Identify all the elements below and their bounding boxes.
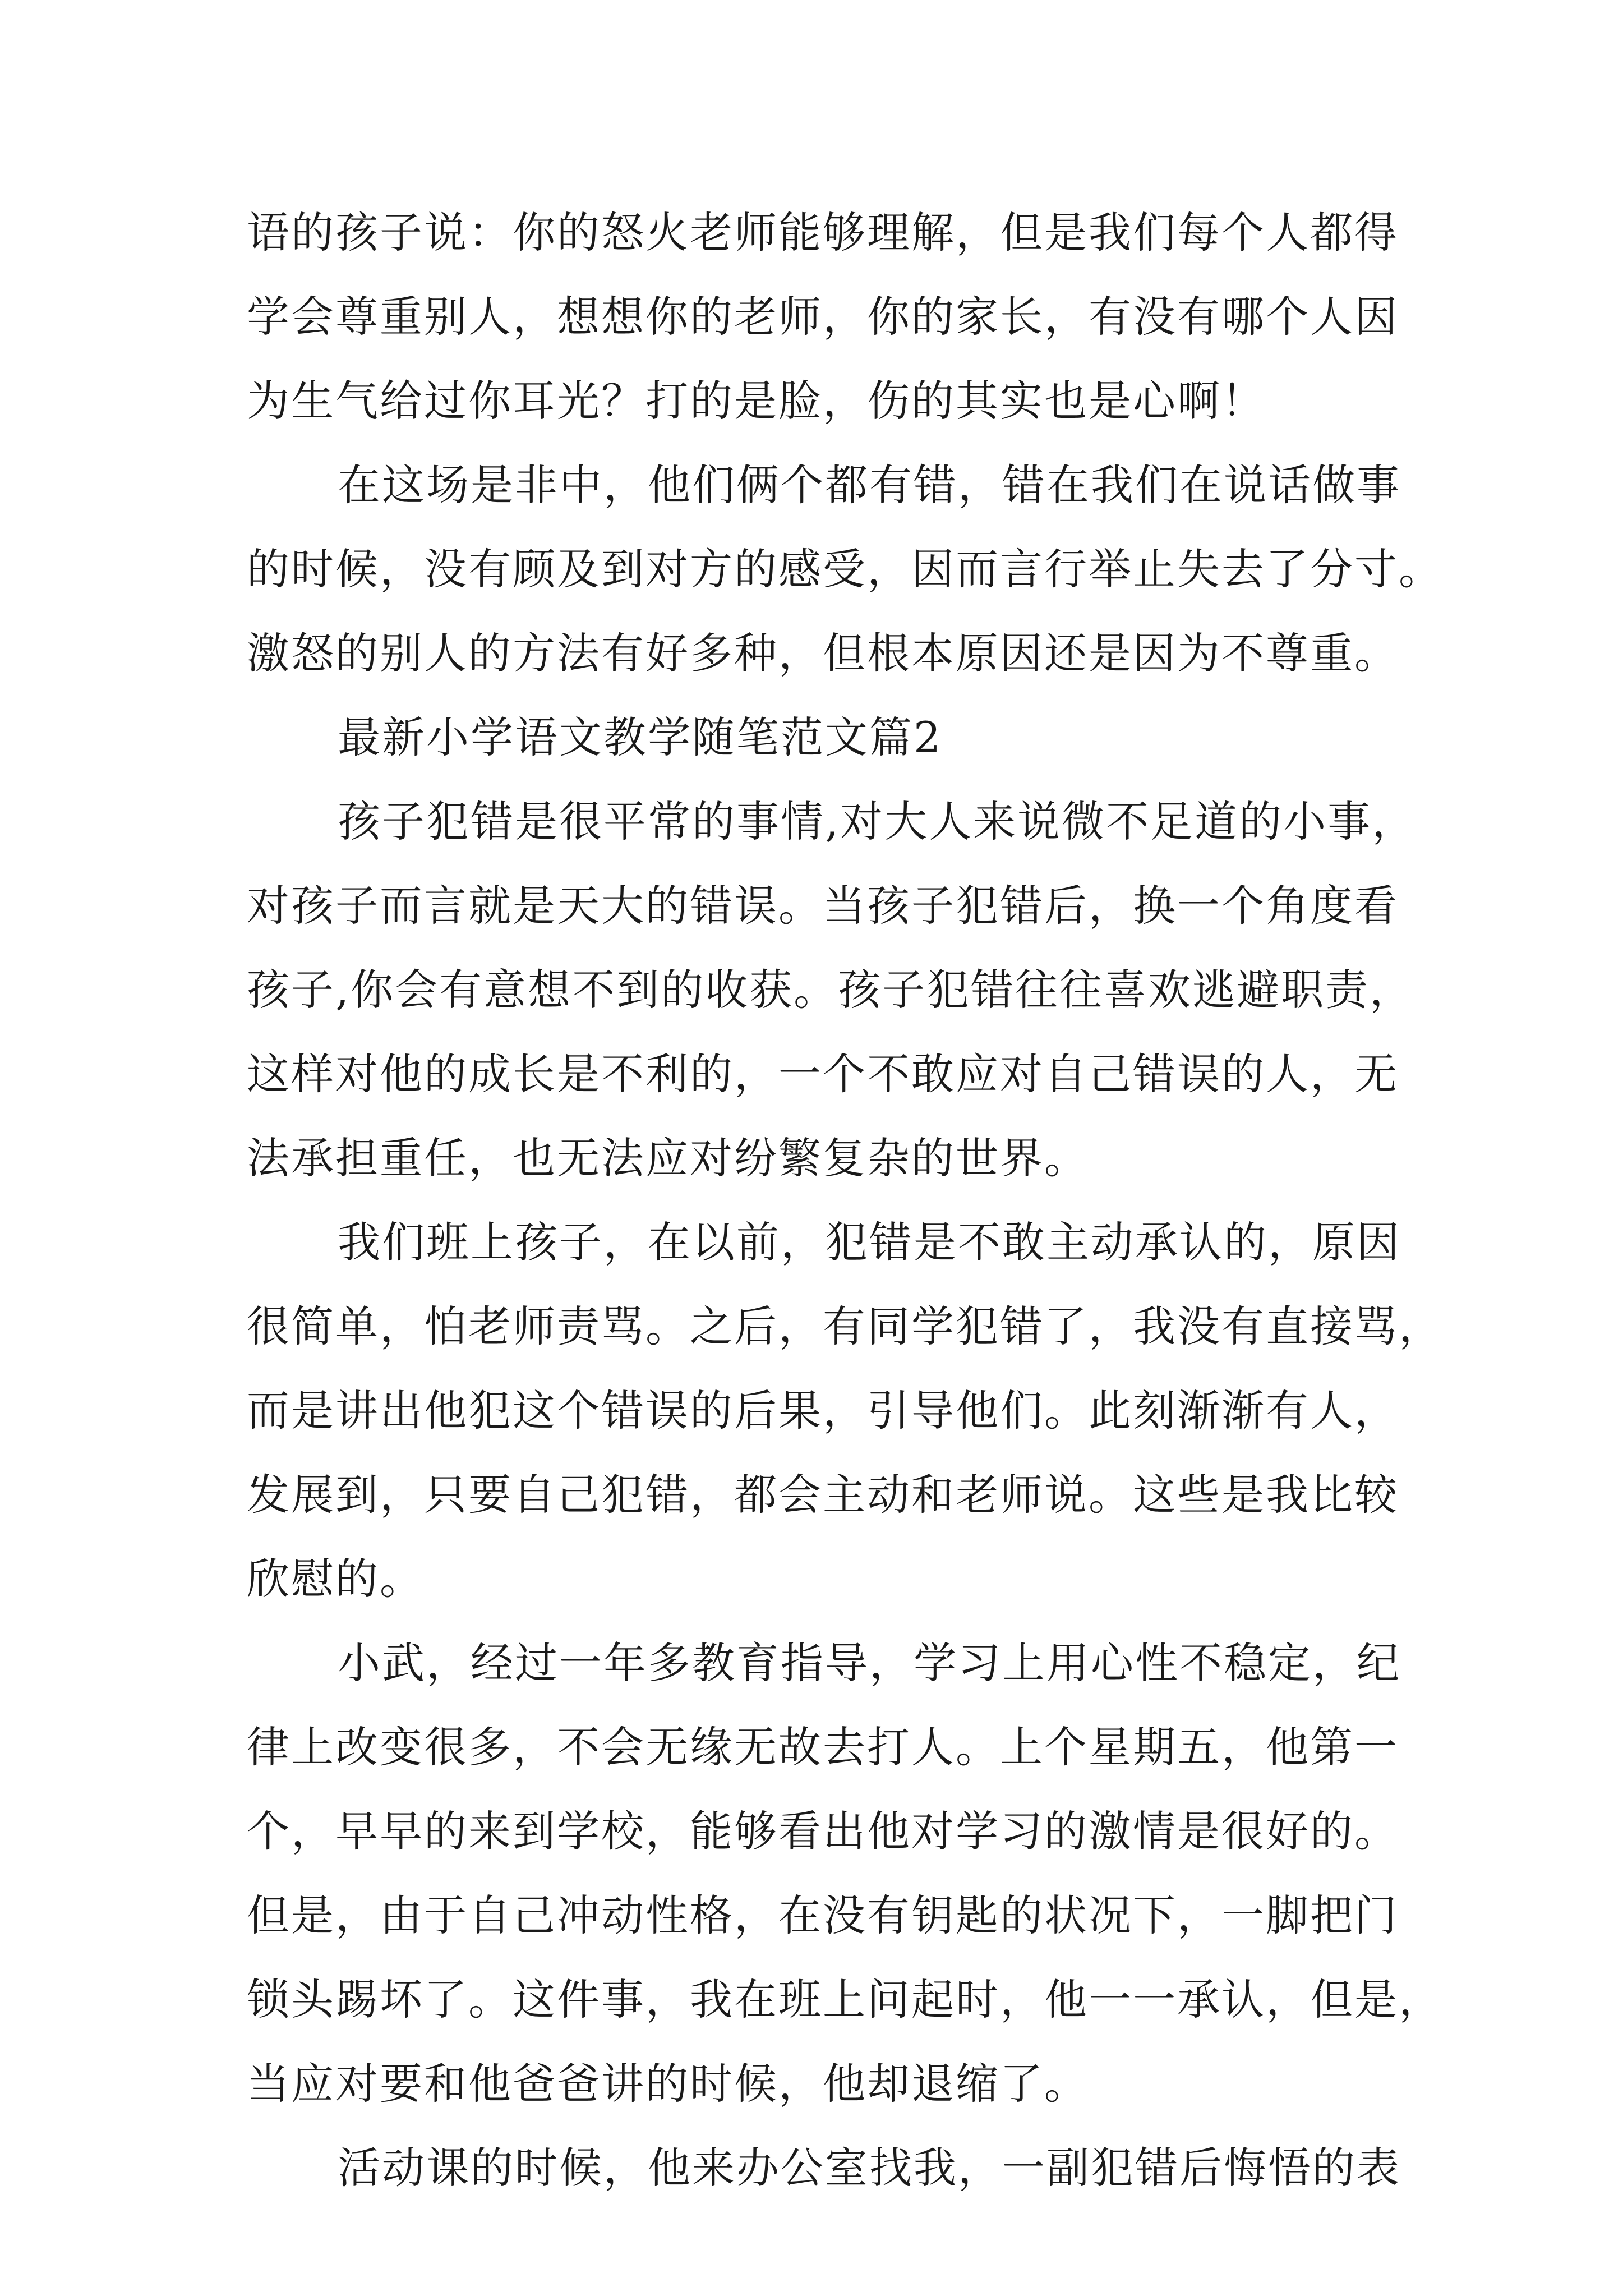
text-line: 学会尊重别人，想想你的老师，你的家长，有没有哪个人因 <box>247 292 1399 342</box>
text-line: 对孩子而言就是天大的错误。当孩子犯错后，换一个角度看 <box>247 881 1399 931</box>
paragraph-start-line: 孩子犯错是很平常的事情,对大人来说微不足道的小事， <box>338 797 1417 846</box>
paragraph-start-line: 活动课的时候，他来办公室找我，一副犯错后悔悟的表 <box>338 2143 1401 2193</box>
text-line: 很简单，怕老师责骂。之后，有同学犯错了，我没有直接骂， <box>247 1301 1443 1351</box>
paragraph-start-line: 我们班上孩子，在以前，犯错是不敢主动承认的，原因 <box>338 1217 1401 1267</box>
paragraph-start-line: 小武，经过一年多教育指导，学习上用心性不稳定，纪 <box>338 1638 1401 1688</box>
text-line: 锁头踢坏了。这件事，我在班上问起时，他一一承认，但是， <box>247 1975 1443 2024</box>
section-heading: 最新小学语文教学随笔范文篇2 <box>338 712 943 762</box>
text-line: 但是，由于自己冲动性格，在没有钥匙的状况下，一脚把门 <box>247 1890 1399 1940</box>
text-line: 语的孩子说：你的怒火老师能够理解，但是我们每个人都得 <box>247 208 1399 257</box>
text-line: 欣慰的。 <box>247 1554 424 1604</box>
text-line: 发展到，只要自己犯错，都会主动和老师说。这些是我比较 <box>247 1470 1399 1520</box>
text-line: 而是讲出他犯这个错误的后果，引导他们。此刻渐渐有人， <box>247 1386 1399 1435</box>
text-line: 激怒的别人的方法有好多种，但根本原因还是因为不尊重。 <box>247 628 1399 678</box>
text-line: 这样对他的成长是不利的，一个不敢应对自己错误的人，无 <box>247 1049 1399 1099</box>
text-line: 为生气给过你耳光？打的是脸，伤的其实也是心啊！ <box>247 376 1266 426</box>
text-line: 法承担重任，也无法应对纷繁复杂的世界。 <box>247 1133 1089 1183</box>
text-line: 个，早早的来到学校，能够看出他对学习的激情是很好的。 <box>247 1806 1399 1856</box>
text-line: 律上改变很多，不会无缘无故去打人。上个星期五，他第一 <box>247 1722 1399 1772</box>
text-line: 的时候，没有顾及到对方的感受，因而言行举止失去了分寸。 <box>247 544 1443 594</box>
text-line: 当应对要和他爸爸讲的时候，他却退缩了。 <box>247 2059 1089 2109</box>
text-line: 孩子,你会有意想不到的收获。孩子犯错往往喜欢逃避职责， <box>247 965 1414 1015</box>
paragraph-start-line: 在这场是非中，他们俩个都有错，错在我们在说话做事 <box>338 460 1401 510</box>
